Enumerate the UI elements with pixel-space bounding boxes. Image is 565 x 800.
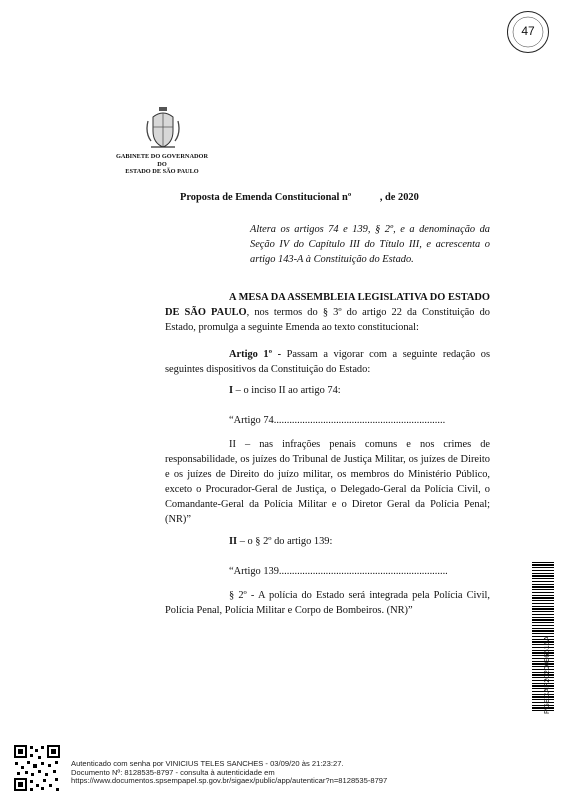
- item-2: [229, 536, 332, 547]
- item-1-roman: I: [229, 385, 234, 396]
- office-heading: [112, 153, 212, 176]
- office-line-2: DO: [157, 160, 167, 168]
- item-2-roman: II: [229, 536, 238, 547]
- office-line-1: GABINETE DO GOVERNADOR: [115, 153, 208, 160]
- authentication-footer: [71, 760, 387, 786]
- inciso-2: II – nas infrações penais comuns e nos crimes de responsabilidade, os juízes do Tribunal de Justiça Militar, os juízes de Direito e os juízes de Direito do juízo militar, os membros do Ministério Público, exceto o Procurador-Geral de Justiça, o Delegado-Geral da Polícia Civil, o Comandante-Geral da Polícia Militar e o Diretor Geral da Polícia Penal; (NR)”: [165, 439, 490, 525]
- summary: Altera os artigos 74 e 139, § 2º, e a denominação da Seção IV do Capítulo III do Título III, e acrescenta o artigo 143-A à Constituição do Estado.: [250, 224, 490, 265]
- enacting-clause: [165, 290, 490, 335]
- item-2-text: – o § 2º do artigo 139:: [237, 536, 333, 547]
- auth-line-1: Autenticado com senha por VINICIUS TELES SANCHES - 03/09/20 às 21:23:27.: [71, 759, 344, 768]
- auth-link[interactable]: https://www.documentos.spsempapel.sp.gov.br/sigaex/public/app/autenticar?n=8128535-8797: [71, 776, 388, 786]
- paragraph-2: § 2º - A polícia do Estado será integrada pela Polícia Civil, Polícia Penal, Polícia Militar e Corpo de Bombeiros. (NR)”: [165, 590, 490, 616]
- page-number-stamp: [507, 11, 549, 53]
- item-1: [229, 385, 341, 396]
- coat-of-arms-icon: [145, 107, 181, 151]
- page-number: 47: [521, 24, 535, 38]
- document-title: Proposta de Emenda Constitucional nº , de 2020: [180, 192, 419, 203]
- article-1: [165, 347, 490, 377]
- article-139-line: “Artigo 139.................................................................: [229, 566, 448, 577]
- barcode-text: PGECAP2020096515A: [542, 636, 551, 714]
- qr-code-icon: [13, 744, 61, 792]
- article-74-line: “Artigo 74..................................................................: [229, 415, 446, 426]
- enacting-bold: A MESA DA ASSEMBLEIA LEGISLATIVA DO ESTADO DE SÃO PAULO: [165, 292, 490, 318]
- article-1-label: Artigo 1º -: [229, 349, 282, 360]
- auth-line-2: Documento Nº: 8128535-8797 - consulta à autenticidade em: [71, 767, 275, 777]
- office-line-3: ESTADO DE SÃO PAULO: [125, 168, 199, 176]
- article-1-text: Passam a vigorar com a seguinte redação os seguintes dispositivos da Constituição do Estado:: [165, 349, 490, 375]
- enacting-rest: , nos termos do § 3º do artigo 22 da Constituição do Estado, promulga a seguinte Emenda ao texto constitucional:: [165, 307, 490, 333]
- item-1-text: – o inciso II ao artigo 74:: [233, 385, 341, 396]
